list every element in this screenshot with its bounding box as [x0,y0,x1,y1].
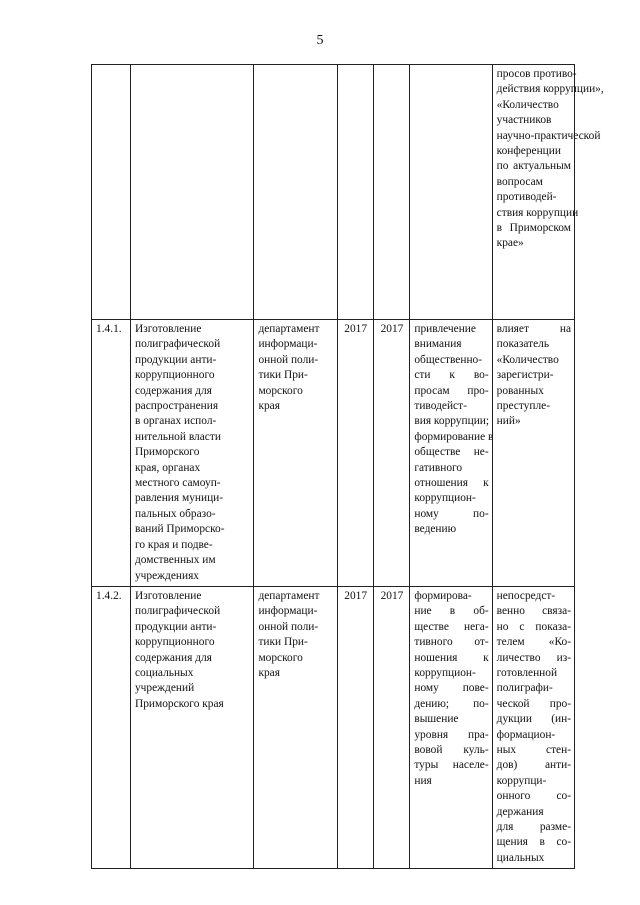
cell-line: Изготовление [134,323,202,335]
cell-line: венно связа- [496,605,571,618]
cell-line: циальных [496,851,545,864]
cell-line: ния [414,774,432,787]
executor-cell [254,65,337,320]
cell-line: департамент [258,589,320,602]
cell-line: туры населе- [414,759,489,772]
cell-line: по актуальным [496,160,571,173]
year-start-cell: 2017 [337,320,373,587]
cell-line: нительной власти [134,430,221,443]
cell-line: онной поли- [258,353,319,366]
cell-line: полиграфической [134,338,221,351]
cell-line: дению; по- [414,697,489,710]
activity-name-cell [130,65,253,320]
item-number-cell: 1.4.2. [92,586,131,868]
cell-line: ние в об- [414,605,489,618]
cell-line: в органах испол- [134,415,217,428]
cell-line: ваний Приморско- [134,523,225,536]
cell-line: дов) анти- [496,759,571,772]
cell-line: участников [496,114,552,127]
cell-line: ному по- [414,507,489,520]
cell-line: научно-практической [496,129,601,142]
year-end-cell [373,65,410,320]
item-number-cell: 1.4.1. [92,320,131,587]
cell-line: тики При- [258,369,308,382]
cell-line: рованных [496,384,544,397]
cell-line: равления муници- [134,492,224,505]
year-start-cell [337,65,373,320]
cell-line: ществе нега- [414,620,489,633]
cell-line: коррупционного [134,369,215,382]
cell-line: продукции анти- [134,620,217,633]
cell-line: коррупцион- [414,666,476,679]
cell-line: личество из- [496,651,571,664]
cell-line: телем «Ко- [496,636,571,649]
cell-line: гативного [414,461,463,474]
cell-line: «Количество [496,353,559,366]
cell-line: Приморского края [134,697,224,710]
cell-line: привлечение [414,323,476,335]
cell-line: продукции анти- [134,353,217,366]
cell-line: полиграфической [134,605,221,618]
cell-line: полиграфи- [496,682,553,695]
indicator-link-cell [492,586,574,868]
program-table [91,64,604,869]
year-start-cell: 2017 [337,586,373,868]
cell-line: крае» [496,237,524,250]
cell-line: уровня пра- [414,728,489,741]
cell-line: учреждений [134,682,195,695]
cell-line: ношения к [414,651,489,664]
cell-line: формирование в [414,430,494,443]
cell-line: влияет на [496,323,571,335]
cell-line: департамент [258,323,320,335]
activity-name-cell [130,586,253,868]
cell-line: коррупцион- [414,492,476,505]
cell-line: преступле- [496,400,550,413]
page-number: 5 [316,33,324,48]
cell-line: формацион- [496,728,556,741]
cell-line: отношения к [414,477,489,490]
cell-line: информаци- [258,605,318,618]
expected-result-cell [410,586,492,868]
cell-line: тиводейст- [414,400,467,413]
cell-line: коррупционного [134,636,215,649]
cell-line: для разме- [496,821,571,833]
cell-line: распространения [134,400,219,413]
year-end-cell: 2017 [373,586,410,868]
cell-line: конференции [496,145,561,158]
cell-line: го края и подве- [134,538,213,551]
cell-line: пальных образо- [134,507,216,520]
executor-cell [254,586,337,868]
cell-line: края [258,400,280,413]
cell-line: обществе не- [414,446,489,459]
cell-line: содержания для [134,384,212,397]
cell-line: местного самоуп- [134,477,221,490]
cell-line: морского [258,384,303,397]
cell-line: социальных [134,666,194,679]
cell-line: морского [258,651,303,664]
cell-line: действия коррупции», [496,83,604,96]
cell-line: противодей- [496,191,557,204]
cell-line: тики При- [258,636,308,649]
cell-line: зарегистри- [496,369,554,382]
expected-result-cell [410,65,492,320]
cell-line: ний» [496,415,521,428]
cell-line: вия коррупции; [414,415,490,428]
cell-line: края, органах [134,461,201,474]
cell-line: щения в со- [496,836,571,849]
cell-line: дукции (ин- [496,713,571,726]
cell-line: учреждениях [134,569,200,582]
item-number-cell [92,65,131,320]
indicator-link-cell [492,65,604,320]
cell-line: внимания [414,338,462,351]
cell-line: вышение [414,713,459,726]
cell-line: формирова- [414,589,472,602]
cell-line: сти к во- [414,369,489,382]
cell-line: ствия коррупции [496,206,579,219]
activity-name-cell [130,320,253,587]
indicator-link-cell [492,320,574,587]
expected-result-cell [410,320,492,587]
cell-line: вопросам [496,175,543,188]
cell-line: онного со- [496,790,571,803]
cell-line: домственных им [134,554,216,567]
cell-line: края [258,666,280,679]
cell-line: ному пове- [414,682,489,695]
table-row [92,65,575,320]
cell-line: ных стен- [496,743,571,756]
cell-line: показатель [496,338,550,351]
cell-line: информаци- [258,338,318,351]
cell-line: держания [496,805,544,818]
cell-line: но с показа- [496,620,571,633]
cell-line: коррупци- [496,774,547,787]
cell-line: готовленной [496,666,558,679]
cell-line: «Количество [496,98,559,111]
table-row [92,320,575,587]
cell-line: ческой про- [496,697,571,710]
cell-line: просам про- [414,384,489,397]
executor-cell [254,320,337,587]
cell-line: непосредст- [496,589,556,602]
table-row [92,586,575,868]
cell-line: содержания для [134,651,212,664]
cell-line: тивного от- [414,636,489,649]
cell-line: Приморского [134,446,200,459]
cell-line: просов противо- [496,68,577,80]
cell-line: Изготовление [134,589,202,602]
cell-line: ведению [414,523,457,536]
cell-line: вовой куль- [414,743,489,756]
year-end-cell: 2017 [373,320,410,587]
cell-line: онной поли- [258,620,319,633]
cell-line: общественно- [414,353,483,366]
cell-line: в Приморском [496,222,571,235]
